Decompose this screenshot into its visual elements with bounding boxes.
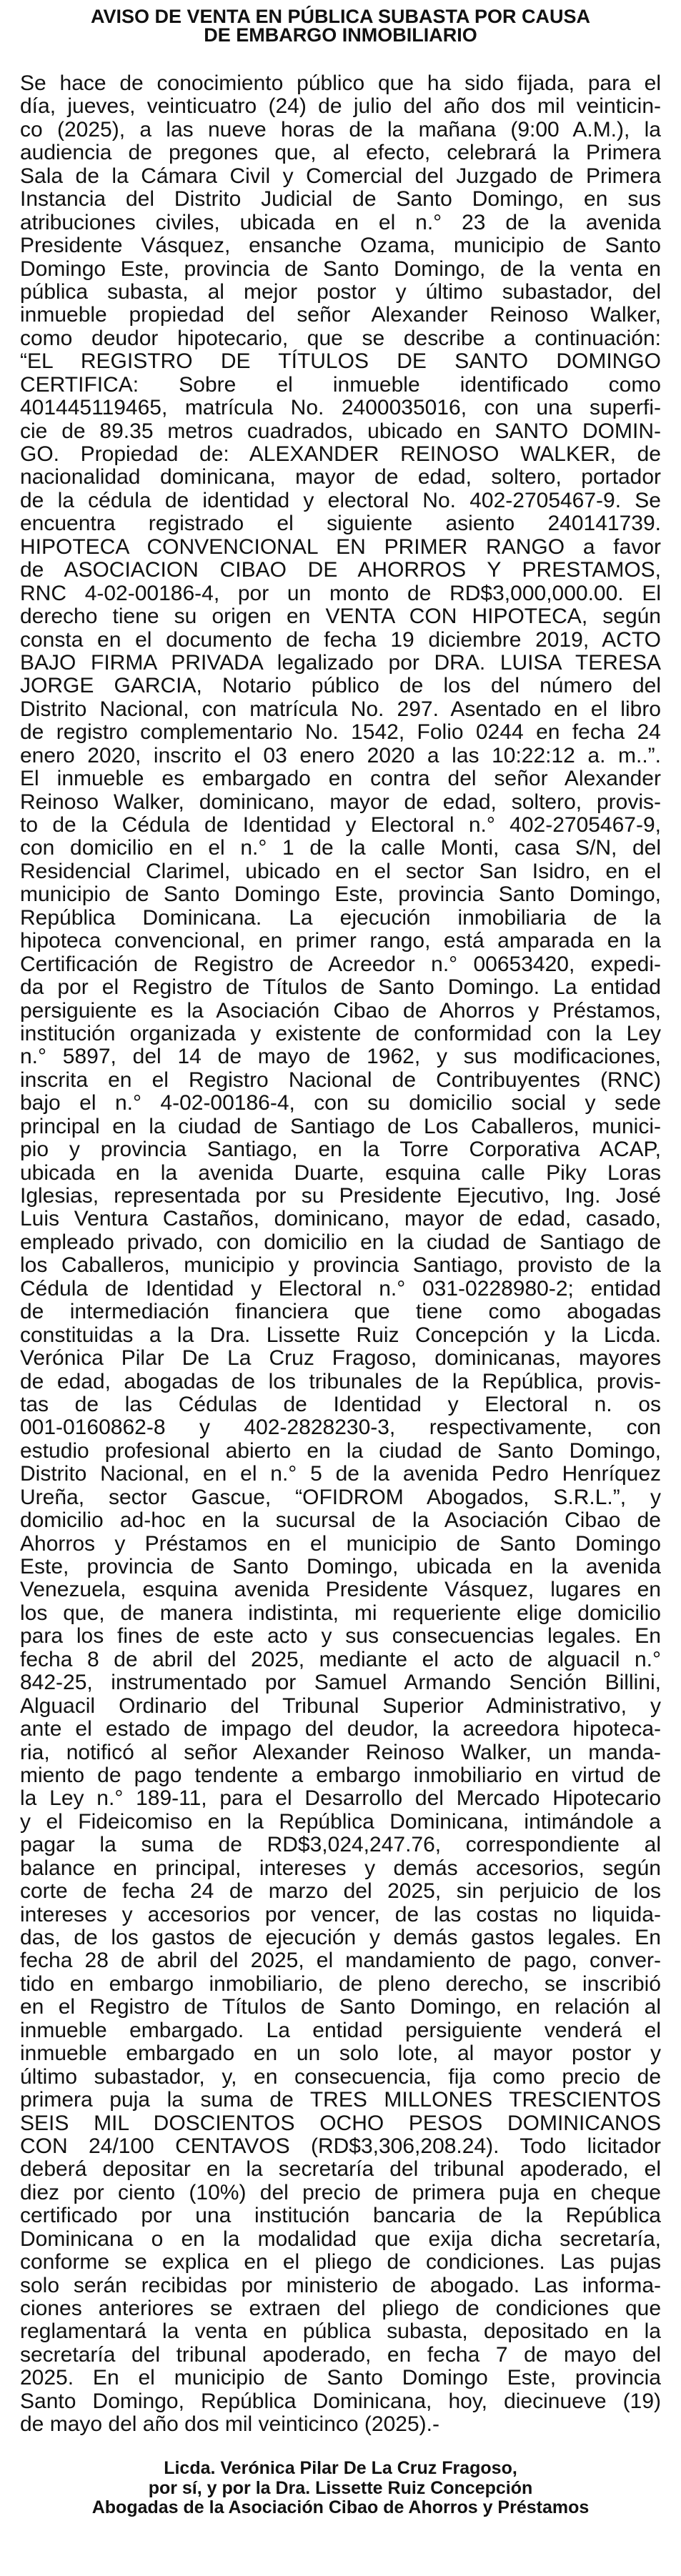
signature-line: Abogadas de la Asociación Cibao de Ahorros y Préstamos [91, 2497, 590, 2517]
body-line: Sala de la Cámara Civil y Comercial del Juzgado de Primera [20, 164, 661, 188]
body-line: Ureña, sector Gascue, “OFIDROM Abogados, S.R.L.”, y [20, 1485, 661, 1509]
body-line: en el Registro de Títulos de Santo Domingo, en relación al [20, 1995, 661, 2019]
body-line: Domingo Este, provincia de Santo Domingo, de la venta en [20, 257, 661, 281]
body-line: tido en embargo inmobiliario, de pleno derecho, se inscribió [20, 1971, 661, 1996]
body-line: Cédula de Identidad y Electoral n.° 031-0228980-2; entidad [20, 1276, 661, 1301]
signature-line: por sí, y por la Dra. Lissette Ruiz Concepción [148, 2477, 533, 2498]
body-line: solo serán recibidas por ministerio de abogado. Las informa- [20, 2273, 661, 2297]
body-line: intereses y accesorios por vencer, de las costas no liquida- [20, 1902, 661, 1926]
body-line: de edad, abogadas de los tribunales de la República, provis- [20, 1369, 661, 1393]
body-line: los que, de manera indistinta, mi requeriente elige domicilio [20, 1601, 661, 1625]
body-line: Verónica Pilar De La Cruz Fragoso, dominicanas, mayores [20, 1346, 661, 1371]
body-line: Se hace de conocimiento público que ha sido fijada, para el [20, 71, 661, 95]
body-line: da por el Registro de Títulos de Santo Domingo. La entidad [20, 975, 661, 1000]
body-line: persiguiente es la Asociación Cibao de Ahorros y Préstamos, [20, 998, 661, 1023]
body-line: de ASOCIACION CIBAO DE AHORROS Y PRESTAMOS, [20, 558, 661, 582]
body-line: Santo Domingo, República Dominicana, hoy, diecinueve (19) [20, 2389, 661, 2413]
notice-title-line: AVISO DE VENTA EN PÚBLICA SUBASTA POR CAUSA [90, 6, 591, 27]
notice-title [14, 7, 667, 44]
body-line: bajo el n.° 4-02-00186-4, con su domicilio social y sede [20, 1091, 661, 1115]
body-line: Reinoso Walker, dominicano, mayor de edad, soltero, provis- [20, 790, 661, 814]
body-line: día, jueves, veinticuatro (24) de julio del año dos mil veinticin- [20, 94, 661, 119]
body-line: RNC 4-02-00186-4, por un monto de RD$3,000,000.00. El [20, 581, 661, 605]
body-line: consta en el documento de fecha 19 diciembre 2019, ACTO [20, 627, 661, 652]
body-line: fecha 8 de abril del 2025, mediante el acto de alguacil n.° [20, 1647, 661, 1671]
body-line: Instancia del Distrito Judicial de Santo Domingo, en sus [20, 187, 661, 212]
body-line: SEIS MIL DOSCIENTOS OCHO PESOS DOMINICANOS [20, 2111, 661, 2135]
body-line: principal en la ciudad de Santiago de Los Caballeros, munici- [20, 1114, 661, 1138]
body-line: Distrito Nacional, en el n.° 5 de la avenida Pedro Henríquez [20, 1462, 661, 1486]
signature-block [14, 2459, 667, 2518]
body-line: Presidente Vásquez, ensanche Ozama, municipio de Santo [20, 234, 661, 258]
body-line: miento de pago tendente a embargo inmobiliario en virtud de [20, 1763, 661, 1787]
body-line: de la cédula de identidad y electoral No. 402-2705467-9. Se [20, 488, 661, 512]
body-line: 001-0160862-8 y 402-2828230-3, respectivamente, con [20, 1416, 661, 1440]
body-line: inmueble embargado en un solo lote, al mayor postor y [20, 2042, 661, 2066]
body-line: Distrito Nacional, con matrícula No. 297. Asentado en el libro [20, 697, 661, 721]
body-line: tas de las Cédulas de Identidad y Electoral n. os [20, 1392, 661, 1416]
body-line: deberá depositar en la secretaría del tribunal apoderado, el [20, 2157, 661, 2182]
body-line: reglamentará la venta en pública subasta, depositado en la [20, 2319, 661, 2344]
body-line: derecho tiene su origen en VENTA CON HIPOTECA, según [20, 605, 661, 629]
body-line: pública subasta, al mejor postor y último subastador, del [20, 279, 661, 304]
body-line: Este, provincia de Santo Domingo, ubicada en la avenida [20, 1555, 661, 1578]
body-line: para los fines de este acto y sus consecuencias legales. En [20, 1624, 661, 1648]
body-line: enero 2020, inscrito el 03 enero 2020 a las 10:22:12 a. m..”. [20, 743, 661, 767]
body-line: de intermediación financiera que tiene como abogadas [20, 1300, 661, 1324]
body-line: ciones anteriores se extraen del pliego de condiciones que [20, 2297, 661, 2320]
body-line: ante el estado de impago del deudor, la acreedora hipoteca- [20, 1717, 661, 1741]
body-line: diez por ciento (10%) del precio de primera puja en cheque [20, 2180, 661, 2204]
body-line: como deudor hipotecario, que se describe a continuación: [20, 326, 661, 350]
body-line: y el Fideicomiso en la República Dominicana, intimándole a [20, 1809, 661, 1834]
body-line: República Dominicana. La ejecución inmobiliaria de la [20, 905, 661, 930]
body-line: GO. Propiedad de: ALEXANDER REINOSO WALKER, de [20, 442, 661, 466]
body-line: balance en principal, intereses y demás accesorios, según [20, 1856, 661, 1880]
body-line: corte de fecha 24 de marzo del 2025, sin perjuicio de los [20, 1879, 661, 1904]
body-line: n.° 5897, del 14 de mayo de 1962, y sus modificaciones, [20, 1045, 661, 1069]
body-line: Venezuela, esquina avenida Presidente Vásquez, lugares en [20, 1578, 661, 1602]
body-line: El inmueble es embargado en contra del señor Alexander [20, 767, 661, 791]
body-line: pagar la suma de RD$3,024,247.76, correspondiente al [20, 1833, 661, 1857]
notice-body [20, 72, 661, 2437]
body-line: constituidas a la Dra. Lissette Ruiz Concepción y la Licda. [20, 1323, 661, 1347]
body-line: certificado por una institución bancaria de la República [20, 2204, 661, 2228]
body-line: inmueble propiedad del señor Alexander Reinoso Walker, [20, 303, 661, 327]
body-line: 2025. En el municipio de Santo Domingo Este, provincia [20, 2366, 661, 2390]
body-line: co (2025), a las nueve horas de la mañana (9:00 A.M.), la [20, 117, 661, 141]
body-line: de registro complementario No. 1542, Folio 0244 en fecha 24 [20, 720, 661, 745]
body-line: Luis Ventura Castaños, dominicano, mayor de edad, casado, [20, 1207, 661, 1231]
body-line: CON 24/100 CENTAVOS (RD$3,306,208.24). Todo licitador [20, 2134, 661, 2158]
body-line: das, de los gastos de ejecución y demás gastos legales. En [20, 1926, 661, 1949]
body-line: Residencial Clarimel, ubicado en el sector San Isidro, en el [20, 859, 661, 883]
body-line: hipoteca convencional, en primer rango, está amparada en la [20, 929, 661, 953]
body-line: Iglesias, representada por su Presidente Ejecutivo, Ing. José [20, 1184, 661, 1208]
body-line: inmueble embargado. La entidad persiguiente venderá el [20, 2018, 661, 2042]
signature-line: Licda. Verónica Pilar De La Cruz Fragoso, [164, 2458, 517, 2478]
body-line: ria, notificó al señor Alexander Reinoso Walker, un manda- [20, 1740, 661, 1764]
body-line: encuentra registrado el siguiente asiento 240141739. [20, 512, 661, 536]
body-line: “EL REGISTRO DE TÍTULOS DE SANTO DOMINGO [20, 349, 661, 374]
body-line: conforme se explica en el pliego de condiciones. Las pujas [20, 2250, 661, 2274]
body-line: primera puja la suma de TRES MILLONES TRESCIENTOS [20, 2088, 661, 2112]
notice-title-line: DE EMBARGO INMOBILIARIO [204, 24, 477, 46]
body-line: pio y provincia Santiago, en la Torre Corporativa ACAP, [20, 1138, 661, 1162]
body-line: de mayo del año dos mil veinticinco (2025).- [20, 2412, 439, 2437]
body-line: Ahorros y Préstamos en el municipio de Santo Domingo [20, 1531, 661, 1556]
body-line: 842-25, instrumentado por Samuel Armando Sención Billini, [20, 1671, 661, 1695]
body-line: institución organizada y existente de conformidad con la Ley [20, 1021, 661, 1045]
body-line: secretaría del tribunal apoderado, en fecha 7 de mayo del [20, 2342, 661, 2367]
body-line: Certificación de Registro de Acreedor n.° 00653420, expedi- [20, 952, 661, 976]
body-line: inscrita en el Registro Nacional de Contribuyentes (RNC) [20, 1068, 661, 1092]
body-line: to de la Cédula de Identidad y Electoral n.° 402-2705467-9, [20, 813, 661, 837]
body-line: domicilio ad-hoc en la sucursal de la Asociación Cibao de [20, 1508, 661, 1533]
body-line: HIPOTECA CONVENCIONAL EN PRIMER RANGO a favor [20, 534, 661, 559]
body-line: 401445119465, matrícula No. 2400035016, con una superfi- [20, 396, 661, 420]
body-line: fecha 28 de abril del 2025, el mandamiento de pago, conver- [20, 1949, 661, 1973]
body-line: BAJO FIRMA PRIVADA legalizado por DRA. LUISA TERESA [20, 650, 661, 675]
body-line: JORGE GARCIA, Notario público de los del número del [20, 674, 661, 698]
body-line: Dominicana o en la modalidad que exija dicha secretaría, [20, 2227, 661, 2251]
body-line: los Caballeros, municipio y provincia Santiago, provisto de la [20, 1253, 661, 1278]
body-line: atribuciones civiles, ubicada en el n.° 23 de la avenida [20, 210, 661, 234]
body-line: último subastador, y, en consecuencia, fija como precio de [20, 2064, 661, 2089]
body-line: nacionalidad dominicana, mayor de edad, soltero, portador [20, 465, 661, 489]
body-line: con domicilio en el n.° 1 de la calle Monti, casa S/N, del [20, 836, 661, 860]
body-line: empleado privado, con domicilio en la ciudad de Santiago de [20, 1230, 661, 1254]
body-line: municipio de Santo Domingo Este, provincia Santo Domingo, [20, 882, 661, 907]
body-line: la Ley n.° 189-11, para el Desarrollo del Mercado Hipotecario [20, 1786, 661, 1811]
body-line: cie de 89.35 metros cuadrados, ubicado en SANTO DOMIN- [20, 419, 661, 443]
body-line: CERTIFICA: Sobre el inmueble identificado como [20, 372, 661, 397]
body-line: estudio profesional abierto en la ciudad de Santo Domingo, [20, 1438, 661, 1463]
body-line: ubicada en la avenida Duarte, esquina calle Piky Loras [20, 1160, 661, 1185]
body-line: Alguacil Ordinario del Tribunal Superior Administrativo, y [20, 1694, 661, 1718]
body-line: audiencia de pregones que, al efecto, celebrará la Primera [20, 141, 661, 165]
